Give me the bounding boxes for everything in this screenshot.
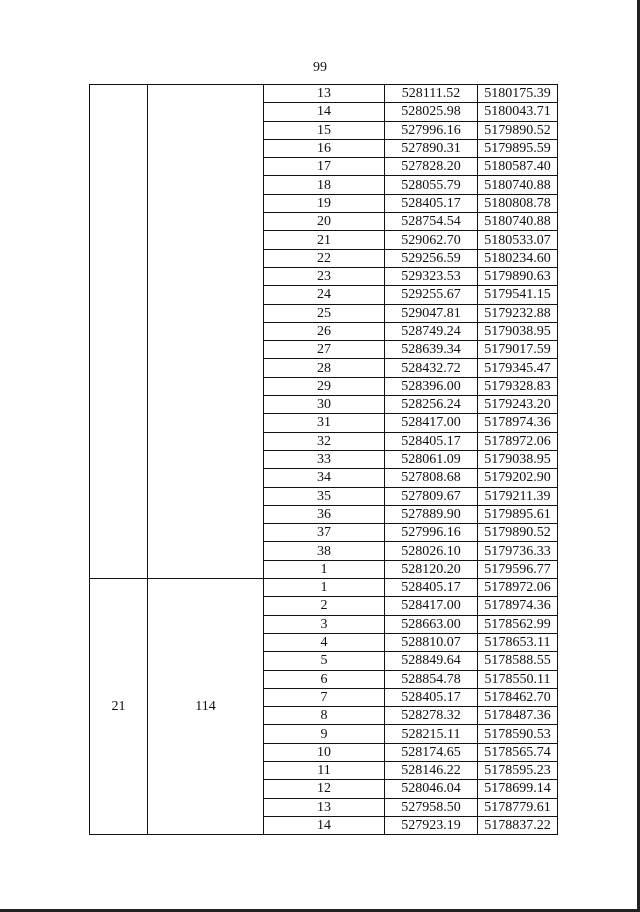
x-coordinate-cell: 528120.20 — [385, 560, 478, 578]
table-row — [90, 85, 558, 103]
point-number-cell: 29 — [264, 377, 385, 395]
point-number-cell: 16 — [264, 139, 385, 157]
y-coordinate-cell: 5178972.06 — [478, 432, 558, 450]
y-coordinate-cell: 5178595.23 — [478, 761, 558, 779]
y-coordinate-cell: 5179895.59 — [478, 139, 558, 157]
x-coordinate-cell: 527890.31 — [385, 139, 478, 157]
y-coordinate-cell: 5178462.70 — [478, 688, 558, 706]
y-coordinate-cell: 5178562.99 — [478, 615, 558, 633]
point-number-cell: 14 — [264, 103, 385, 121]
point-number-cell: 3 — [264, 615, 385, 633]
x-coordinate-cell: 528215.11 — [385, 725, 478, 743]
point-number-cell: 14 — [264, 816, 385, 834]
y-coordinate-cell: 5179243.20 — [478, 396, 558, 414]
x-coordinate-cell: 529323.53 — [385, 267, 478, 285]
y-coordinate-cell: 5178590.53 — [478, 725, 558, 743]
x-coordinate-cell: 529255.67 — [385, 286, 478, 304]
x-coordinate-cell: 528061.09 — [385, 450, 478, 468]
y-coordinate-cell: 5179038.95 — [478, 450, 558, 468]
y-coordinate-cell: 5179017.59 — [478, 341, 558, 359]
point-number-cell: 13 — [264, 798, 385, 816]
x-coordinate-cell: 528405.17 — [385, 579, 478, 597]
point-number-cell: 11 — [264, 761, 385, 779]
y-coordinate-cell: 5178779.61 — [478, 798, 558, 816]
y-coordinate-cell: 5179890.63 — [478, 267, 558, 285]
point-number-cell: 17 — [264, 158, 385, 176]
y-coordinate-cell: 5178588.55 — [478, 652, 558, 670]
y-coordinate-cell: 5179541.15 — [478, 286, 558, 304]
y-coordinate-cell: 5179211.39 — [478, 487, 558, 505]
parcel-number-cell: 114 — [148, 579, 264, 835]
x-coordinate-cell: 528146.22 — [385, 761, 478, 779]
x-coordinate-cell: 528417.00 — [385, 597, 478, 615]
y-coordinate-cell: 5178974.36 — [478, 414, 558, 432]
x-coordinate-cell: 527809.67 — [385, 487, 478, 505]
y-coordinate-cell: 5178837.22 — [478, 816, 558, 834]
point-number-cell: 7 — [264, 688, 385, 706]
y-coordinate-cell: 5180175.39 — [478, 85, 558, 103]
y-coordinate-cell: 5179232.88 — [478, 304, 558, 322]
y-coordinate-cell: 5179596.77 — [478, 560, 558, 578]
point-number-cell: 20 — [264, 213, 385, 231]
x-coordinate-cell: 528432.72 — [385, 359, 478, 377]
x-coordinate-cell: 528174.65 — [385, 743, 478, 761]
x-coordinate-cell: 527958.50 — [385, 798, 478, 816]
coordinates-table-body — [90, 85, 558, 835]
x-coordinate-cell: 527828.20 — [385, 158, 478, 176]
y-coordinate-cell: 5179895.61 — [478, 505, 558, 523]
point-number-cell: 1 — [264, 579, 385, 597]
point-number-cell: 10 — [264, 743, 385, 761]
x-coordinate-cell: 527996.16 — [385, 524, 478, 542]
point-number-cell: 23 — [264, 267, 385, 285]
y-coordinate-cell: 5180234.60 — [478, 249, 558, 267]
x-coordinate-cell: 528810.07 — [385, 633, 478, 651]
x-coordinate-cell: 528256.24 — [385, 396, 478, 414]
x-coordinate-cell: 527889.90 — [385, 505, 478, 523]
y-coordinate-cell: 5180808.78 — [478, 194, 558, 212]
point-number-cell: 15 — [264, 121, 385, 139]
x-coordinate-cell: 528849.64 — [385, 652, 478, 670]
point-number-cell: 19 — [264, 194, 385, 212]
point-number-cell: 21 — [264, 231, 385, 249]
y-coordinate-cell: 5179038.95 — [478, 322, 558, 340]
point-number-cell: 32 — [264, 432, 385, 450]
point-number-cell: 25 — [264, 304, 385, 322]
point-number-cell: 24 — [264, 286, 385, 304]
point-number-cell: 9 — [264, 725, 385, 743]
point-number-cell: 8 — [264, 707, 385, 725]
y-coordinate-cell: 5179328.83 — [478, 377, 558, 395]
x-coordinate-cell: 528278.32 — [385, 707, 478, 725]
point-number-cell: 1 — [264, 560, 385, 578]
y-coordinate-cell: 5178974.36 — [478, 597, 558, 615]
point-number-cell: 34 — [264, 469, 385, 487]
x-coordinate-cell: 527923.19 — [385, 816, 478, 834]
y-coordinate-cell: 5180740.88 — [478, 176, 558, 194]
y-coordinate-cell: 5179345.47 — [478, 359, 558, 377]
x-coordinate-cell: 528405.17 — [385, 432, 478, 450]
y-coordinate-cell: 5178487.36 — [478, 707, 558, 725]
point-number-cell: 12 — [264, 780, 385, 798]
point-number-cell: 30 — [264, 396, 385, 414]
y-coordinate-cell: 5179890.52 — [478, 121, 558, 139]
block-number-cell: 21 — [90, 579, 148, 835]
x-coordinate-cell: 528639.34 — [385, 341, 478, 359]
x-coordinate-cell: 528749.24 — [385, 322, 478, 340]
x-coordinate-cell: 528026.10 — [385, 542, 478, 560]
y-coordinate-cell: 5179890.52 — [478, 524, 558, 542]
x-coordinate-cell: 528405.17 — [385, 194, 478, 212]
point-number-cell: 26 — [264, 322, 385, 340]
point-number-cell: 18 — [264, 176, 385, 194]
x-coordinate-cell: 529256.59 — [385, 249, 478, 267]
point-number-cell: 2 — [264, 597, 385, 615]
point-number-cell: 22 — [264, 249, 385, 267]
point-number-cell: 35 — [264, 487, 385, 505]
x-coordinate-cell: 528754.54 — [385, 213, 478, 231]
table-row — [90, 579, 558, 597]
y-coordinate-cell: 5179736.33 — [478, 542, 558, 560]
x-coordinate-cell: 527808.68 — [385, 469, 478, 487]
x-coordinate-cell: 528663.00 — [385, 615, 478, 633]
y-coordinate-cell: 5178653.11 — [478, 633, 558, 651]
x-coordinate-cell: 528405.17 — [385, 688, 478, 706]
point-number-cell: 5 — [264, 652, 385, 670]
y-coordinate-cell: 5178972.06 — [478, 579, 558, 597]
y-coordinate-cell: 5178565.74 — [478, 743, 558, 761]
x-coordinate-cell: 529047.81 — [385, 304, 478, 322]
point-number-cell: 37 — [264, 524, 385, 542]
point-number-cell: 13 — [264, 85, 385, 103]
point-number-cell: 4 — [264, 633, 385, 651]
block-number-cell — [90, 85, 148, 579]
point-number-cell: 28 — [264, 359, 385, 377]
x-coordinate-cell: 529062.70 — [385, 231, 478, 249]
x-coordinate-cell: 528046.04 — [385, 780, 478, 798]
x-coordinate-cell: 528417.00 — [385, 414, 478, 432]
parcel-number-cell — [148, 85, 264, 579]
x-coordinate-cell: 528111.52 — [385, 85, 478, 103]
x-coordinate-cell: 528055.79 — [385, 176, 478, 194]
y-coordinate-cell: 5180740.88 — [478, 213, 558, 231]
point-number-cell: 38 — [264, 542, 385, 560]
x-coordinate-cell: 527996.16 — [385, 121, 478, 139]
y-coordinate-cell: 5178699.14 — [478, 780, 558, 798]
x-coordinate-cell: 528396.00 — [385, 377, 478, 395]
point-number-cell: 36 — [264, 505, 385, 523]
point-number-cell: 6 — [264, 670, 385, 688]
y-coordinate-cell: 5178550.11 — [478, 670, 558, 688]
point-number-cell: 27 — [264, 341, 385, 359]
y-coordinate-cell: 5180587.40 — [478, 158, 558, 176]
y-coordinate-cell: 5179202.90 — [478, 469, 558, 487]
coordinates-table — [89, 84, 558, 835]
y-coordinate-cell: 5180533.07 — [478, 231, 558, 249]
point-number-cell: 31 — [264, 414, 385, 432]
page-number: 99 — [313, 60, 327, 75]
x-coordinate-cell: 528025.98 — [385, 103, 478, 121]
point-number-cell: 33 — [264, 450, 385, 468]
x-coordinate-cell: 528854.78 — [385, 670, 478, 688]
y-coordinate-cell: 5180043.71 — [478, 103, 558, 121]
